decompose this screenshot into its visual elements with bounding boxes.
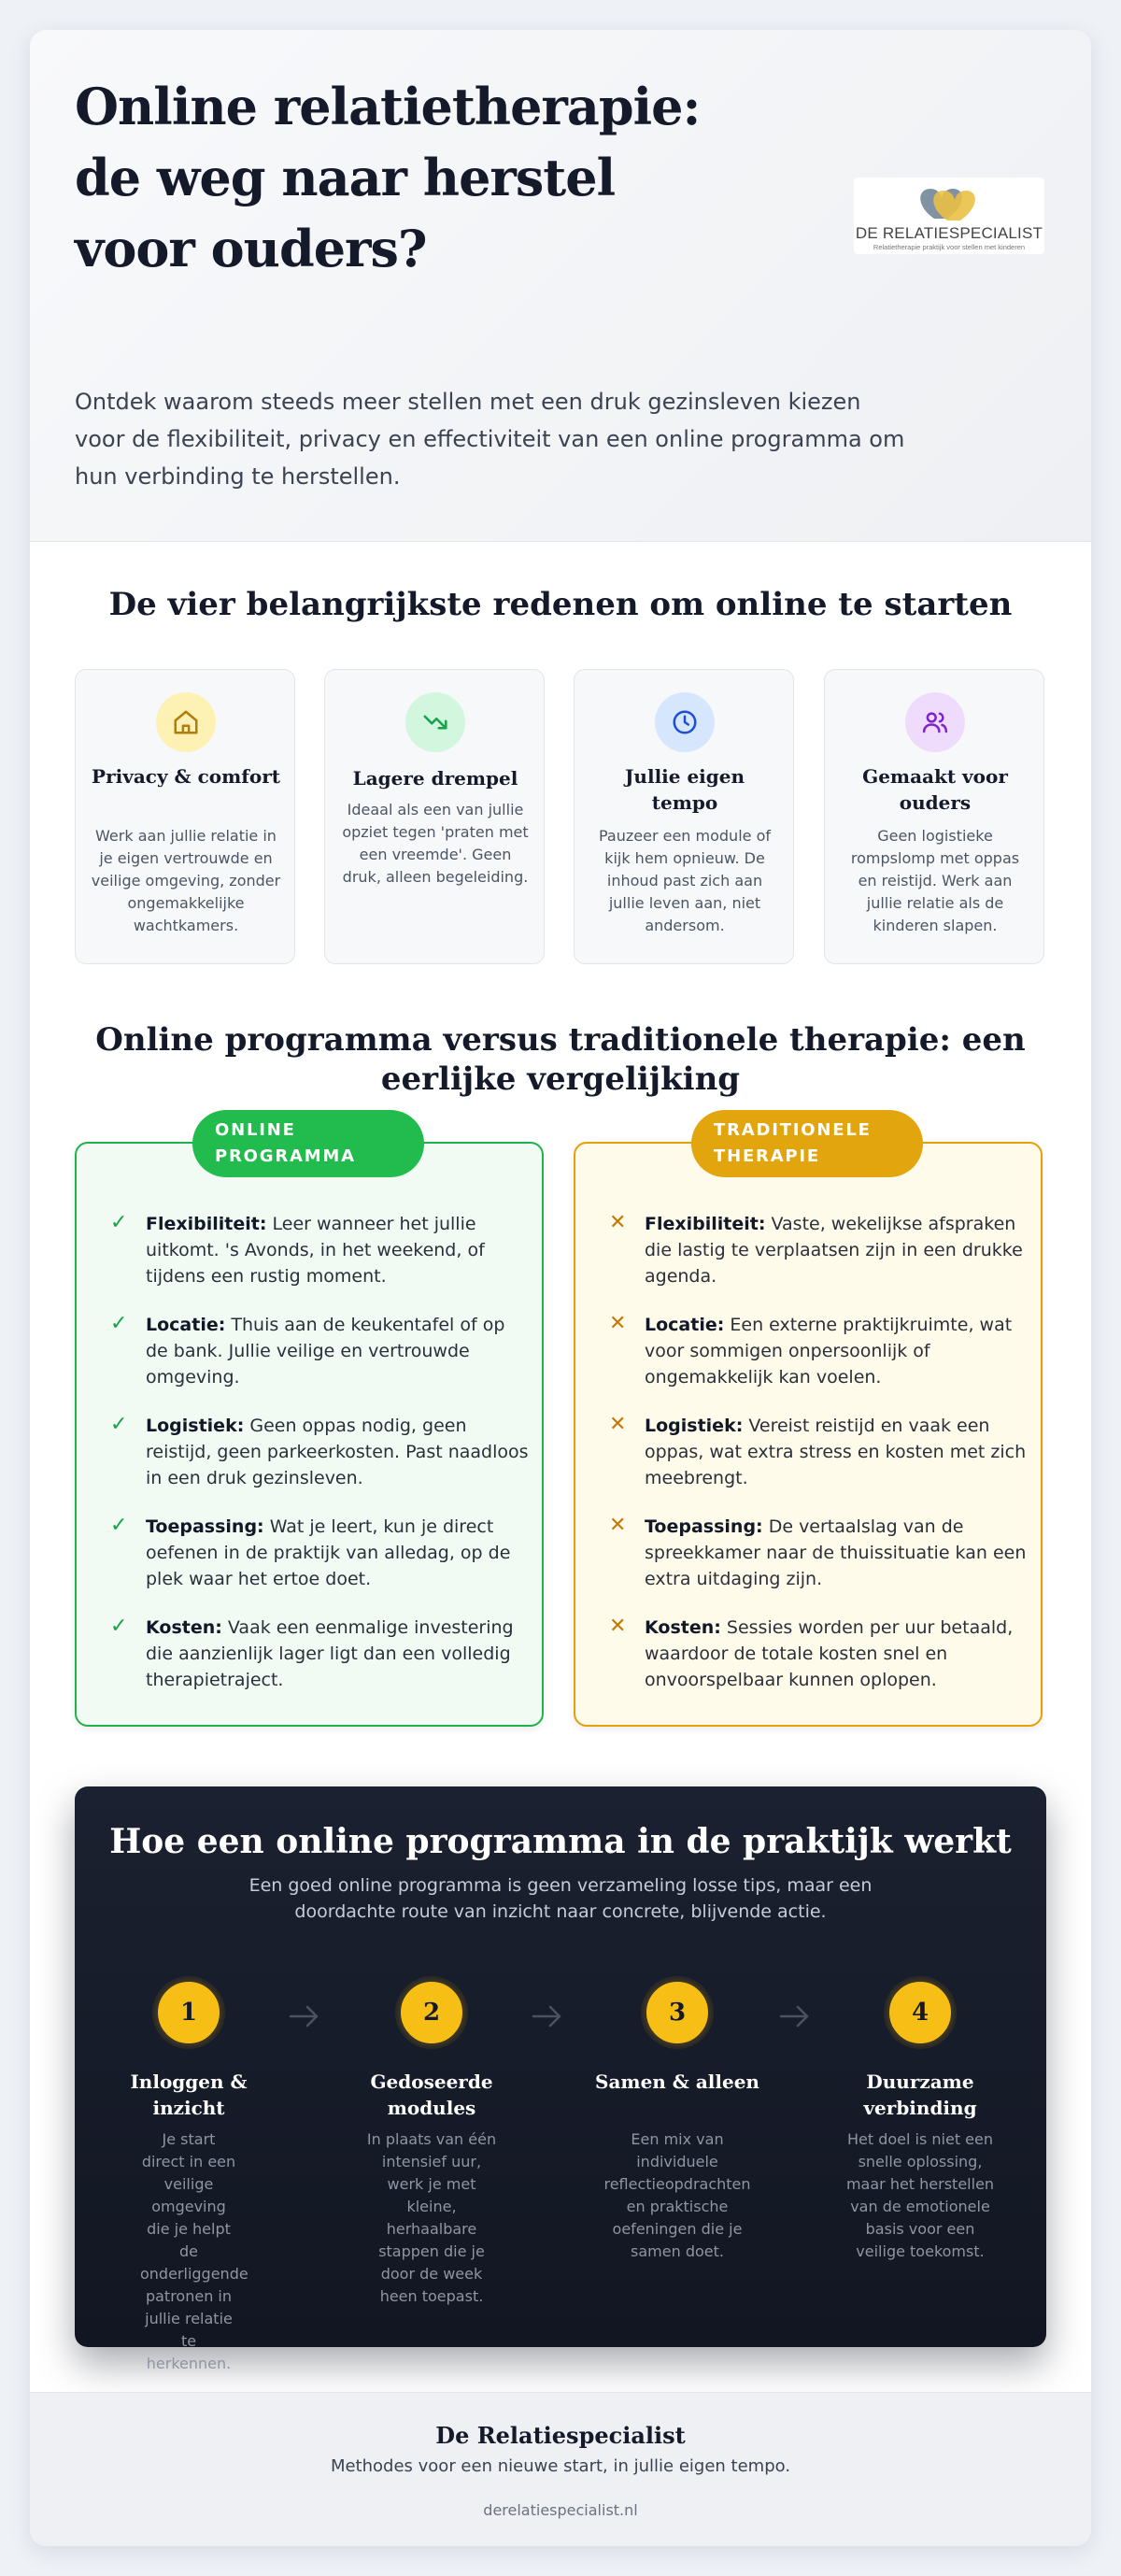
step-text: In plaats van één intensief uur, werk je met kleine, herhaalbare stappen die je door de week heen toepast. [366, 2130, 497, 2305]
item-key: Flexibiliteit: [146, 1214, 267, 1234]
reason-title: Gemaakt voor ouders [862, 765, 1008, 814]
check-icon: ✓ [110, 1413, 128, 1436]
logo-hearts-icon [912, 181, 986, 224]
trending-down-icon [405, 692, 465, 752]
cross-icon: ✕ [609, 1312, 627, 1335]
traditional-therapy-column [574, 1120, 1043, 1727]
logo-tagline: Relatietherapie praktijk voor stellen met kinderen [873, 243, 1026, 251]
step-number: 2 [398, 1979, 465, 2046]
comparison-heading: Online programma versus traditionele therapie: een eerlijke vergelijking [95, 1021, 1026, 1098]
reason-text: Ideaal als een van jullie opziet tegen 'praten met een vreemde'. Geen druk, alleen begeleiding. [342, 801, 529, 886]
practice-section [75, 1786, 1046, 2372]
check-icon: ✓ [110, 1514, 128, 1537]
page-card [30, 30, 1091, 2546]
item-text: De vertaalslag van de spreekkamer naar de thuissituatie kan een extra uitdaging zijn. [645, 1516, 1027, 1589]
logo-name: DE RELATIESPECIALIST [855, 224, 1043, 242]
item-text: Vaak een eenmalige investering die aanzienlijk lager ligt dan een volledig therapietraject. [146, 1617, 514, 1690]
reason-text: Werk aan jullie relatie in je eigen vertrouwde en veilige omgeving, zonder ongemakkelijke wachtkamers. [91, 827, 281, 934]
item-key: Toepassing: [146, 1516, 264, 1537]
arrow-right-icon [289, 2004, 320, 2028]
online-program-badge: ONLINE PROGRAMMA [192, 1110, 424, 1177]
item-text: Leer wanneer het jullie uitkomt. 's Avonds, in het weekend, of tijdens een rustig moment. [146, 1214, 485, 1287]
reason-card-parents [824, 669, 1044, 964]
reason-title: Lagere drempel [352, 767, 518, 790]
users-icon [905, 692, 965, 752]
item-key: Logistiek: [146, 1416, 245, 1436]
item-text: Vereist reistijd en vaak een oppas, wat extra stress en kosten met zich meebrengt. [645, 1416, 1027, 1488]
item-text: Sessies worden per uur betaald, waardoor de totale kosten snel en onvoorspelbaar kunnen oplopen. [645, 1617, 1014, 1690]
reason-title: Jullie eigen tempo [624, 765, 745, 814]
reason-card-privacy [75, 669, 295, 964]
intro-text: Ontdek waarom steeds meer stellen met een druk gezinsleven kiezen voor de flexibiliteit, privacy en effectiviteit van een online programma om hun verbinding te herstellen. [75, 389, 905, 490]
reason-card-pace [574, 669, 794, 964]
cross-icon: ✕ [609, 1413, 627, 1436]
step-number: 1 [155, 1979, 222, 2046]
practice-subtitle: Een goed online programma is geen verzameling losse tips, maar een doordachte route van inzicht naar concrete, blijvende actie. [248, 1875, 873, 1922]
reason-text: Geen logistieke rompslomp met oppas en reistijd. Werk aan jullie relatie als de kinderen slapen. [850, 827, 1020, 934]
brand-logo[interactable] [854, 178, 1044, 254]
online-program-column [75, 1120, 544, 1727]
check-icon: ✓ [110, 1312, 128, 1335]
clock-icon [655, 692, 715, 752]
item-key: Kosten: [645, 1617, 721, 1638]
home-icon [156, 692, 216, 752]
page-footer [30, 2392, 1091, 2546]
footer-brand-name: De Relatiespecialist [435, 2422, 686, 2449]
item-key: Toepassing: [645, 1516, 763, 1537]
step-title: Inloggen & inzicht [130, 2071, 248, 2119]
item-key: Locatie: [645, 1315, 725, 1335]
footer-tagline: Methodes voor een nieuwe start, in jullie eigen tempo. [330, 2456, 791, 2476]
item-key: Flexibiliteit: [645, 1214, 766, 1234]
practice-heading: Hoe een online programma in de praktijk werkt [109, 1822, 1012, 1861]
step-text: Je start direct in een veilige omgeving die je helpt de onderliggende patronen in jullie relatie te herkennen. [140, 2130, 248, 2372]
step-number: 4 [887, 1979, 954, 2046]
step-number: 3 [644, 1979, 711, 2046]
cross-icon: ✕ [609, 1514, 627, 1537]
reason-text: Pauzeer een module of kijk hem opnieuw. De inhoud past zich aan jullie leven aan, niet andersom. [598, 827, 771, 934]
step-title: Gedoseerde modules [370, 2071, 493, 2119]
item-text: Thuis aan de keukentafel of op de bank. Jullie veilige en vertrouwde omgeving. [146, 1315, 505, 1388]
traditional-therapy-badge: TRADITIONELE THERAPIE [691, 1110, 923, 1177]
step-title: Samen & alleen [595, 2071, 759, 2093]
check-icon: ✓ [110, 1615, 128, 1638]
step-text: Een mix van individuele reflectieopdrachten en praktische oefeningen die je samen doet. [603, 2130, 751, 2260]
check-icon: ✓ [110, 1211, 128, 1234]
hero-header [30, 30, 1091, 542]
footer-website-link[interactable]: derelatiespecialist.nl [483, 2501, 638, 2519]
step-text: Het doel is niet een snelle oplossing, maar het herstellen van de emotionele basis voor een veilige toekomst. [845, 2130, 995, 2260]
item-text: Vaste, wekelijkse afspraken die lastig te verplaatsen zijn in een drukke agenda. [645, 1214, 1023, 1287]
reason-card-threshold [324, 669, 545, 964]
reasons-heading: De vier belangrijkste redenen om online te starten [108, 586, 1013, 623]
page-title: Online relatietherapie: de weg naar herstel voor ouders? [75, 77, 701, 278]
cross-icon: ✕ [609, 1615, 627, 1638]
item-text: Wat je leert, kun je direct oefenen in de praktijk van alledag, op de plek waar het ertoe doet. [146, 1516, 511, 1589]
arrow-right-icon [779, 2004, 811, 2028]
item-key: Logistiek: [645, 1416, 744, 1436]
item-text: Geen oppas nodig, geen reistijd, geen parkeerkosten. Past naadloos in een druk gezinsleven. [146, 1416, 529, 1488]
item-key: Kosten: [146, 1617, 222, 1638]
arrow-right-icon [532, 2004, 563, 2028]
cross-icon: ✕ [609, 1211, 627, 1234]
reason-title: Privacy & comfort [92, 765, 280, 788]
item-text: Een externe praktijkruimte, wat voor sommigen onpersoonlijk of ongemakkelijk kan voelen. [645, 1315, 1013, 1388]
item-key: Locatie: [146, 1315, 226, 1335]
step-title: Duurzame verbinding [863, 2071, 977, 2119]
